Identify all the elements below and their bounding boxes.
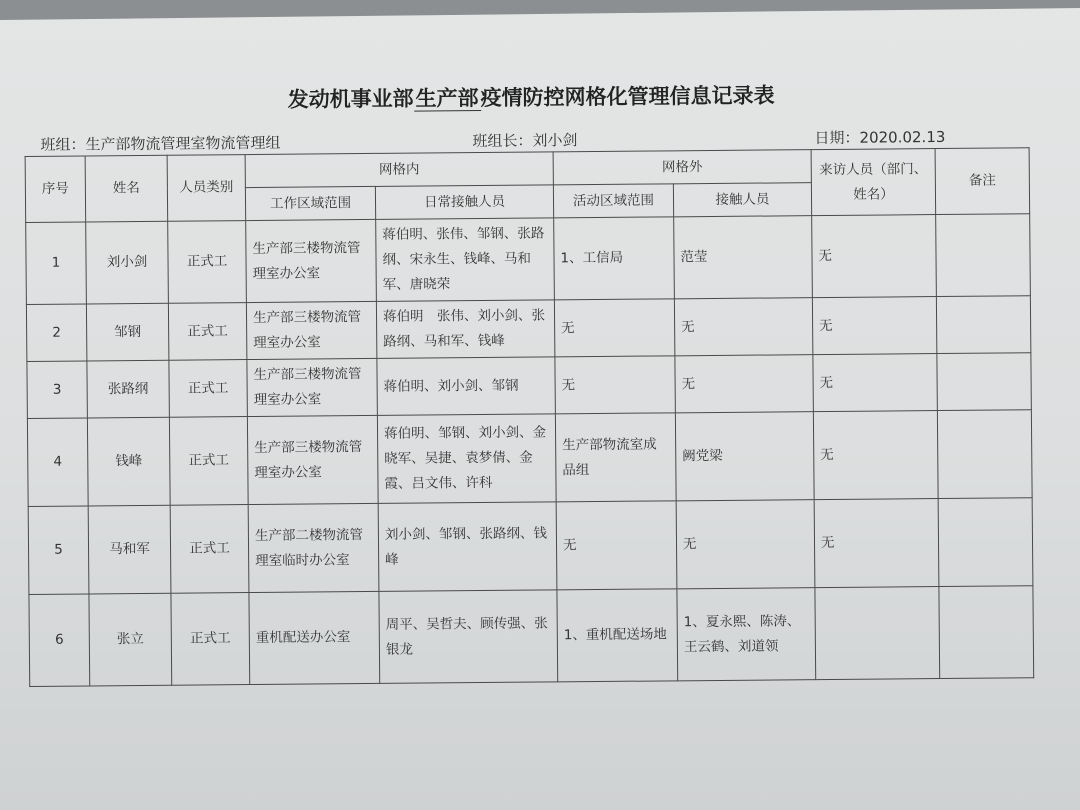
cell-type: 正式工 xyxy=(171,593,250,686)
cell-remarks xyxy=(937,353,1031,411)
table-row xyxy=(26,214,1031,305)
cell-name: 邹钢 xyxy=(86,303,168,361)
cell-type: 正式工 xyxy=(168,303,246,361)
title-prefix: 发动机事业部 xyxy=(287,86,414,112)
cell-area: 生产部二楼物流管理室临时办公室 xyxy=(248,503,379,592)
cell-visitors: 无 xyxy=(814,499,939,588)
cell-type: 正式工 xyxy=(170,505,249,594)
header-outside: 网格外 xyxy=(553,150,811,185)
cell-remarks xyxy=(939,586,1034,679)
cell-contacts: 无 xyxy=(675,355,813,413)
cell-seq: 6 xyxy=(29,594,90,687)
cell-daily: 刘小剑、邹钢、张路纲、钱峰 xyxy=(378,502,557,592)
cell-type: 正式工 xyxy=(169,360,247,418)
cell-area: 生产部三楼物流管理室办公室 xyxy=(247,358,377,416)
header-visitors: 来访人员（部门、姓名） xyxy=(811,149,936,216)
cell-contacts: 1、夏永熙、陈涛、王云鹤、刘道领 xyxy=(677,588,816,681)
cell-area: 生产部三楼物流管理室办公室 xyxy=(246,219,377,302)
cell-type: 正式工 xyxy=(169,417,248,506)
record-table xyxy=(25,147,1035,687)
header-contacts: 接触人员 xyxy=(673,183,811,217)
cell-contacts: 无 xyxy=(676,500,815,589)
cell-seq: 3 xyxy=(27,361,87,419)
cell-name: 刘小剑 xyxy=(86,221,169,304)
cell-area: 重机配送办公室 xyxy=(249,591,380,684)
cell-remarks xyxy=(937,410,1032,499)
table-row xyxy=(29,586,1034,687)
cell-contacts: 无 xyxy=(674,298,812,356)
cell-name: 张立 xyxy=(89,593,172,686)
title-suffix: 疫情防控网格化管理信息记录表 xyxy=(480,83,775,111)
cell-activity: 无 xyxy=(556,501,677,590)
cell-visitors: 无 xyxy=(813,354,937,412)
cell-contacts: 阙党梁 xyxy=(675,412,814,501)
header-name: 姓名 xyxy=(85,155,168,222)
cell-daily: 蒋伯明、刘小剑、邹钢 xyxy=(377,357,555,416)
cell-area: 生产部三楼物流管理室办公室 xyxy=(246,301,376,359)
cell-activity: 1、工信局 xyxy=(554,217,675,300)
leader-label: 班组长：刘小剑 xyxy=(472,131,578,151)
cell-remarks xyxy=(936,214,1031,297)
title-department: 生产部 xyxy=(414,86,481,112)
header-activity-area: 活动区域范围 xyxy=(553,184,673,218)
cell-daily: 蒋伯明、邹钢、刘小剑、金晓军、吴捷、袁梦倩、金霞、吕文伟、许科 xyxy=(377,414,556,504)
header-remarks: 备注 xyxy=(935,148,1030,215)
cell-seq: 4 xyxy=(27,418,88,507)
cell-area: 生产部三楼物流管理室办公室 xyxy=(247,415,378,504)
cell-name: 马和军 xyxy=(88,505,171,594)
cell-seq: 2 xyxy=(26,304,86,362)
cell-daily: 蒋伯明 张伟、刘小剑、张路纲、马和军、钱峰 xyxy=(376,300,554,359)
table-row xyxy=(26,296,1030,362)
team-label: 班组：生产部物流管理室物流管理组 xyxy=(40,133,281,154)
cell-activity: 1、重机配送场地 xyxy=(557,589,678,682)
cell-remarks xyxy=(936,296,1030,354)
cell-activity: 无 xyxy=(555,356,675,414)
table-row xyxy=(28,498,1033,595)
cell-seq: 1 xyxy=(26,222,87,305)
cell-activity: 无 xyxy=(554,299,674,357)
cell-name: 钱峰 xyxy=(87,417,170,506)
header-daily-contacts: 日常接触人员 xyxy=(375,185,553,220)
cell-remarks xyxy=(938,498,1033,587)
cell-visitors xyxy=(815,587,940,680)
header-work-area: 工作区域范围 xyxy=(245,186,375,220)
cell-visitors: 无 xyxy=(813,411,938,500)
cell-contacts: 范莹 xyxy=(674,216,813,299)
cell-daily: 蒋伯明、张伟、邹钢、张路纲、宋永生、钱峰、马和军、唐晓荣 xyxy=(376,218,555,302)
table-row xyxy=(27,353,1031,419)
table-row xyxy=(27,410,1032,507)
date-label: 日期：2020.02.13 xyxy=(814,127,946,148)
header-type: 人员类别 xyxy=(167,155,246,222)
cell-visitors: 无 xyxy=(812,215,937,298)
cell-activity: 生产部物流室成品组 xyxy=(555,413,676,502)
header-seq: 序号 xyxy=(25,156,86,223)
cell-type: 正式工 xyxy=(168,221,247,304)
cell-daily: 周平、吴哲夫、顾传强、张银龙 xyxy=(379,590,558,684)
header-inside: 网格内 xyxy=(245,152,553,188)
cell-visitors: 无 xyxy=(812,297,936,355)
cell-seq: 5 xyxy=(28,506,89,595)
cell-name: 张路纲 xyxy=(87,360,169,418)
